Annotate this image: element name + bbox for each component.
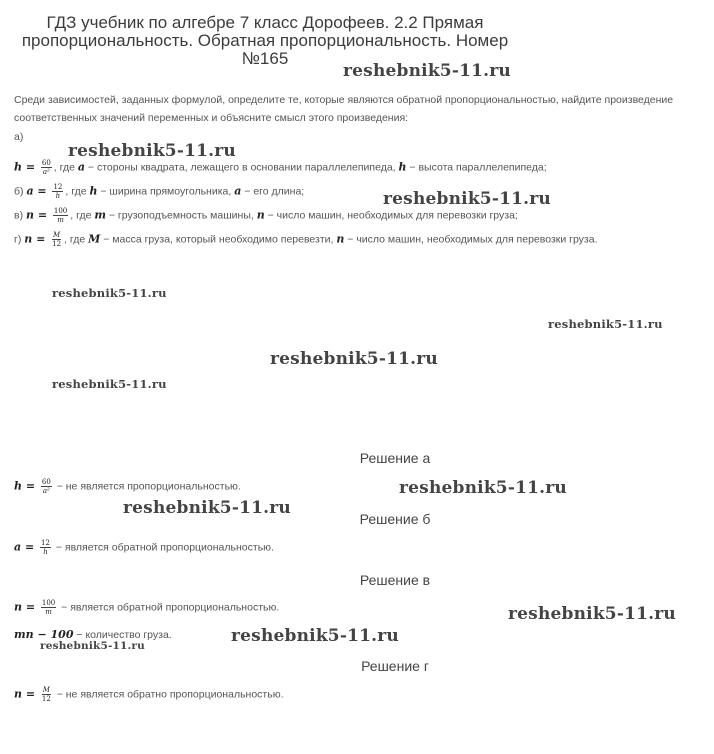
- solution-g: [14, 686, 284, 703]
- solution-b: [14, 539, 274, 556]
- solution-g-formula-left: n =: [14, 687, 39, 701]
- watermark-text: reshebnik5-11.ru: [52, 286, 167, 300]
- item-v-formula-left: n =: [26, 208, 51, 222]
- solution-a-numerator: 60: [41, 478, 51, 486]
- item-b-formula-left: a =: [26, 184, 51, 198]
- item-v-text-1: , где: [70, 209, 95, 222]
- item-b-fraction: [52, 183, 63, 200]
- item-v-var-2: n: [256, 208, 265, 222]
- item-a-text-1: , где: [53, 161, 78, 174]
- watermark-text: reshebnik5-11.ru: [123, 498, 291, 518]
- watermark-text: reshebnik5-11.ru: [508, 604, 676, 624]
- solution-g-text: − не является обратно пропорциональностью.: [53, 688, 284, 701]
- item-g-denominator: 12: [52, 240, 62, 248]
- title-line-2: пропорциональность. Обратная пропорциональность. Номер: [21, 31, 509, 50]
- item-v-numerator: 100: [53, 207, 68, 215]
- item-b-var-2: a: [234, 184, 242, 198]
- item-g-text-1: , где: [64, 233, 89, 246]
- item-a-label: а): [14, 131, 24, 143]
- solution-b-text: − является обратной пропорциональностью.: [52, 541, 274, 554]
- watermark-text: reshebnik5-11.ru: [383, 189, 551, 209]
- watermark-text: reshebnik5-11.ru: [52, 377, 167, 391]
- solution-v-formula-left: n =: [14, 600, 39, 614]
- watermark-text: reshebnik5-11.ru: [399, 478, 567, 498]
- item-g-var-1: M: [88, 232, 101, 246]
- item-a-text-3: − высота параллелепипеда;: [406, 161, 547, 174]
- solution-g-denominator: 12: [41, 695, 51, 703]
- item-v-text-2: − грузоподъемность машины,: [105, 209, 257, 222]
- item-g-fraction: [51, 231, 62, 248]
- task-intro: Среди зависимостей, заданных формулой, определите те, которые являются обратной пропорциональностью, найдите произведение соответственных значений переменных и объясните смысл этого произведения:: [14, 94, 674, 124]
- solution-b-fraction: [40, 539, 51, 556]
- item-b-text-2: − ширина прямоугольника,: [97, 185, 235, 198]
- item-g-numerator: M: [53, 231, 61, 239]
- solution-g-numerator: M: [42, 686, 50, 694]
- watermark-text: reshebnik5-11.ru: [231, 626, 399, 646]
- item-g-label: г): [14, 233, 25, 246]
- item-b-label: б): [14, 185, 27, 198]
- solution-v-product-text: − количество груза.: [73, 629, 172, 641]
- solution-a-fraction: [41, 478, 52, 495]
- item-a-var-2: h: [398, 160, 407, 174]
- item-b-text-1: , где: [65, 185, 90, 198]
- solution-a-heading: Решение а: [359, 450, 431, 466]
- item-g-var-2: n: [336, 232, 345, 246]
- item-b: [14, 183, 304, 200]
- solution-b-denominator: h: [43, 548, 48, 556]
- item-g-formula-left: n =: [24, 232, 50, 246]
- item-b-numerator: 12: [53, 183, 63, 191]
- watermark-text: reshebnik5-11.ru: [270, 349, 438, 369]
- title-line-3: №165: [241, 49, 289, 68]
- item-v-denominator: m: [57, 216, 64, 224]
- solution-a-text: − не является пропорциональностью.: [53, 480, 241, 493]
- solution-b-numerator: 12: [41, 539, 50, 547]
- item-a-numerator: 60: [41, 159, 51, 167]
- title-line-1: ГДЗ учебник по алгебре 7 класс Дорофеев. 2.2 Прямая: [46, 13, 484, 32]
- item-g-text-2: − масса груза, который необходимо перевезти,: [100, 233, 337, 246]
- solution-v-denominator: m: [45, 608, 52, 616]
- solution-v: [14, 599, 279, 616]
- item-g: [14, 231, 598, 248]
- item-a: [14, 159, 547, 176]
- watermark-text: reshebnik5-11.ru: [40, 640, 145, 652]
- item-a-fraction: [41, 159, 52, 176]
- solution-a-formula-left: h =: [14, 479, 39, 493]
- solution-v-product: mn − 100: [14, 628, 74, 641]
- item-v-var-1: m: [94, 208, 106, 222]
- solution-v-fraction: [41, 599, 56, 616]
- item-b-text-3: − его длина;: [241, 185, 305, 198]
- item-v-label: в): [14, 209, 26, 222]
- item-a-formula-left: h =: [14, 160, 39, 174]
- item-a-denominator: a²: [42, 168, 50, 176]
- item-v-fraction: [53, 207, 68, 224]
- solution-b-heading: Решение б: [359, 511, 431, 527]
- item-b-denominator: h: [55, 192, 61, 200]
- item-v-text-3: − число машин, необходимых для перевозки груза;: [264, 209, 518, 222]
- solution-g-heading: Решение г: [361, 658, 429, 674]
- item-b-var-1: h: [89, 184, 98, 198]
- solution-a-denominator: a²: [42, 487, 50, 495]
- solution-a: [14, 478, 241, 495]
- item-v: [14, 207, 518, 224]
- item-g-text-3: − число машин, необходимых для перевозки груза.: [344, 233, 598, 246]
- watermark-text: reshebnik5-11.ru: [343, 61, 511, 81]
- watermark-text: reshebnik5-11.ru: [548, 317, 663, 331]
- watermark-text: reshebnik5-11.ru: [68, 141, 236, 161]
- solution-g-fraction: [41, 686, 52, 703]
- solution-v-heading: Решение в: [359, 572, 431, 588]
- item-a-var-1: a: [77, 160, 86, 174]
- solution-b-formula-left: a =: [14, 540, 39, 554]
- solution-v-text: − является обратной пропорциональностью.: [58, 601, 280, 614]
- page-title: [10, 14, 520, 68]
- solution-v-numerator: 100: [41, 599, 56, 607]
- item-a-text-2: − стороны квадрата, лежащего в основании параллелепипеда,: [85, 161, 399, 174]
